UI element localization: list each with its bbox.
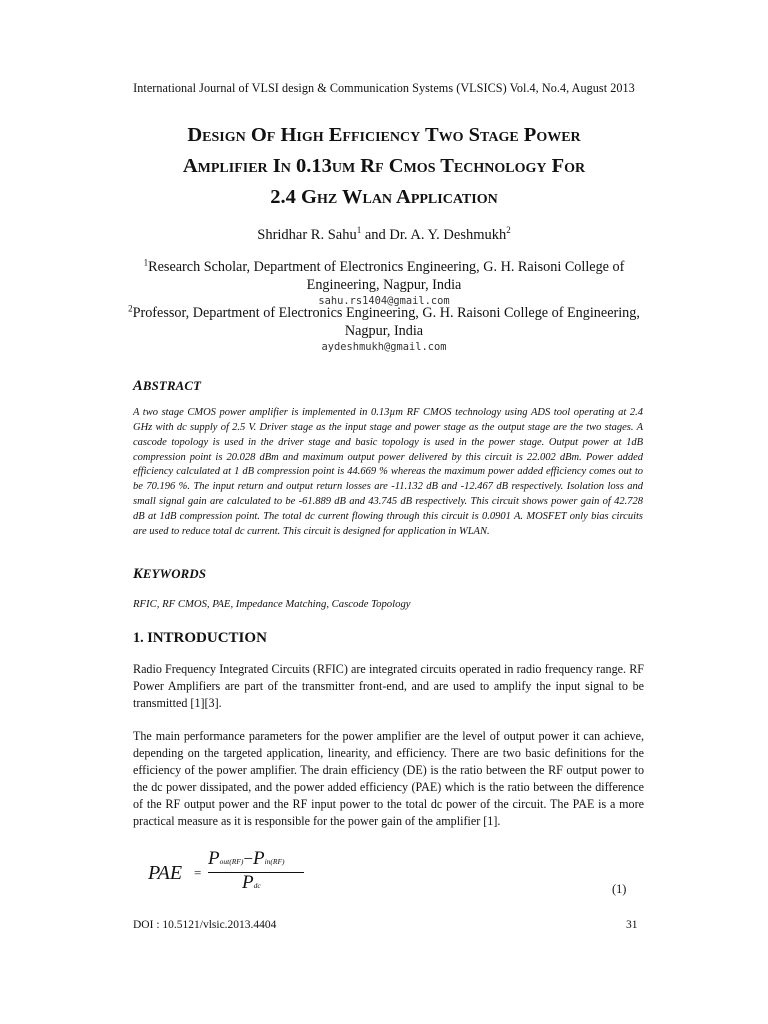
affiliation-1 [120,259,648,308]
intro-paragraph-2: The main performance parameters for the power amplifier are the level of output power it can achieve, depending on the targeted application, linearity, and efficiency. There are two basic definitions for the efficiency of the power amplifier. The drain efficiency (DE) is the ratio between the RF output power to the dc power dissipated, and the power added efficiency (PAE) which is the ratio between the difference of the RF output power and the RF input power to the total dc power of the circuit. The PAE is a more practical measure as it is responsible for the power gain of the amplifier [1]. [133,729,644,828]
abstract-heading-initial: A [133,378,143,394]
abstract-body: A two stage CMOS power amplifier is implemented in 0.13µm RF CMOS technology using ADS tool operating at 2.4 GHz with dc supply of 2.5 V. Driver stage as the input stage and power stage as the output stage are the two stages. A cascode topology is used in the driver stage and basic topology is used in the power stage. Output power at 1dB compression point is 20.028 dBm and maximum output power delivered by this circuit is 22.002 dBm. Power added efficiency calculated at 1 dB compression point is 44.669 % whereas the maximum power added efficiency comes out to be 70.196 %. The input return and output return losses are -11.132 dB and -12.467 dB respectively. Isolation loss and small signal gain are calculated to be -61.889 dB and 43.745 dB respectively. This circuit shows power gain of 42.728 dB at 1dB compression point. The total dc current flowing through this circuit is 0.0901 A. MOSFET only bias circuits are used to reduce total dc current. This circuit is designed for application in WLAN. [133,407,643,537]
abstract-heading [133,378,201,395]
pae-equation [148,846,348,896]
footer-doi: DOI : 10.5121/vlsic.2013.4404 [133,919,277,931]
affiliation-2-sup: 2 [128,303,133,314]
affiliation-1-email[interactable]: sahu.rs1404@gmail.com [318,295,450,307]
affiliation-2 [120,305,648,354]
numerator-p1: P [208,848,220,869]
footer-page-number: 31 [626,919,638,931]
equation-number: (1) [612,882,627,896]
affiliation-1-text: Research Scholar, Department of Electronics Engineering, G. H. Raisoni College of Engineering, Nagpur, India [148,259,625,293]
equation-equals: = [194,865,202,880]
title-line-3: 2.4 Ghz Wlan Application [270,186,498,208]
author-2: Dr. A. Y. Deshmukh [389,227,507,243]
author-2-sup: 2 [506,225,511,236]
section-title: NTRODUCTION [152,630,267,646]
equation-lhs: PAE [148,862,183,884]
numerator-sub1: out(RF) [219,857,244,866]
affiliation-2-email[interactable]: aydeshmukh@gmail.com [321,341,447,353]
keywords-body: RFIC, RF CMOS, PAE, Impedance Matching, Cascode Topology [133,598,411,610]
numerator-sub2: in(RF) [264,857,285,866]
author-joiner: and [361,227,390,243]
paper-title [100,120,668,213]
keywords-heading-initial: K [133,566,143,582]
title-line-1: Design Of High Efficiency Two Stage Power [187,124,581,146]
equation-denominator [242,872,261,894]
running-head: International Journal of VLSI design & Communication Systems (VLSICS) Vol.4, No.4, August 2013 [133,81,635,95]
title-line-2: Amplifier In 0.13um Rf Cmos Technology For [182,155,586,177]
author-1: Shridhar R. Sahu [257,227,357,243]
numerator-minus: − [243,849,253,868]
affiliation-2-text: Professor, Department of Electronics Engineering, G. H. Raisoni College of Engineering, Nagpur, India [132,305,640,339]
equation-numerator [208,848,285,870]
affiliation-1-sup: 1 [143,257,149,268]
denominator-p: P [242,872,254,893]
abstract-heading-rest: BSTRACT [142,379,202,393]
section-number: 1. I [133,630,153,646]
section-heading-introduction [133,630,267,647]
author-1-sup: 1 [356,225,362,236]
keywords-heading-rest: EYWORDS [142,567,207,581]
denominator-sub: dc [253,881,261,890]
author-list [0,227,768,244]
keywords-heading [133,566,206,583]
numerator-p2: P [252,848,265,869]
intro-paragraph-1: Radio Frequency Integrated Circuits (RFIC) are integrated circuits operated in radio frequency range. RF Power Amplifiers are part of the transmitter front-end, and are used to amplify the input signal to be transmitted [1][3]. [133,662,644,710]
